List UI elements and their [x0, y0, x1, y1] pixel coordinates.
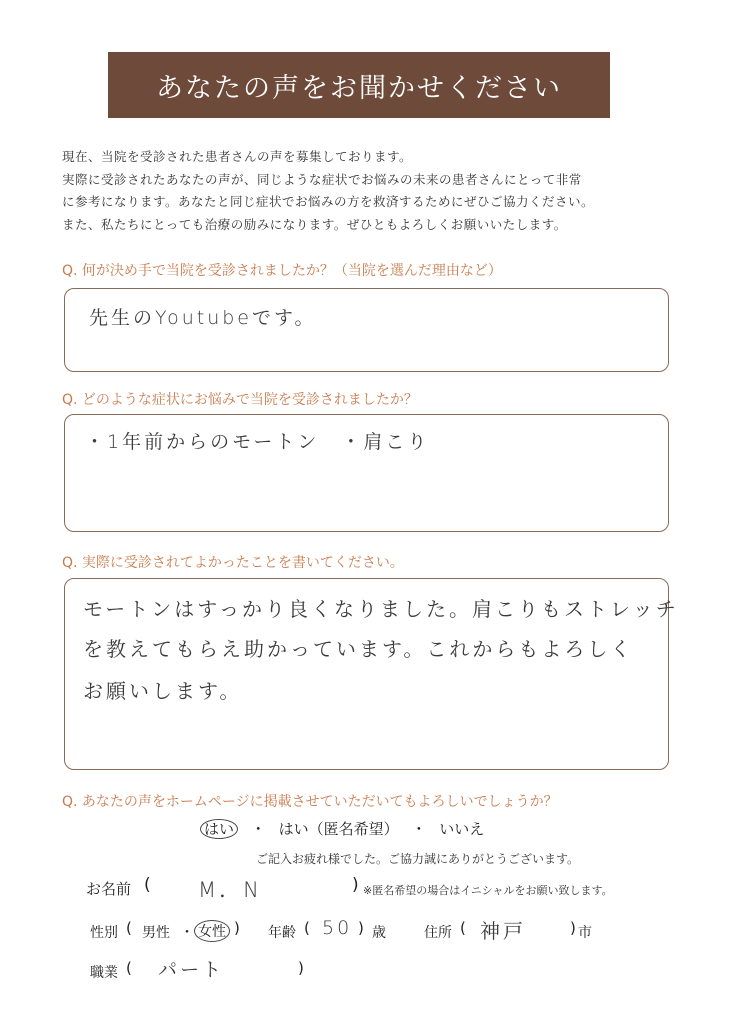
gender-male[interactable]: 男性	[142, 925, 170, 941]
gender-separator: ・	[180, 925, 194, 941]
name-label: お名前	[86, 880, 132, 898]
consent-option-anonymous[interactable]: はい（匿名希望）	[278, 820, 399, 838]
age-paren-close: )	[358, 919, 364, 937]
address-label: 住所	[424, 925, 452, 941]
occupation-paren-close: )	[298, 959, 304, 977]
title-banner	[108, 52, 610, 118]
answer-2-box[interactable]	[64, 414, 669, 532]
question-1-label: Q. 何が決め手で当院を受診されましたか？（当院を選んだ理由など）	[62, 263, 502, 279]
name-paren-open: (	[144, 875, 151, 895]
answer-3-box[interactable]	[64, 578, 679, 770]
occupation-paren-open: (	[126, 959, 132, 977]
consent-separator: ・	[411, 820, 427, 838]
answer-1-box[interactable]	[64, 288, 669, 372]
intro-line: 実際に受診されたあなたの声が、同じような症状でお悩みの未来の患者さんにとって非常	[62, 171, 582, 187]
intro-line: に参考になります。あなたと同じ症状でお悩みの方を救済するためにぜひご協力ください。	[62, 194, 595, 209]
age-unit: 歳	[372, 925, 386, 941]
address-paren-close: )	[570, 919, 576, 937]
age-label: 年齢	[268, 925, 296, 941]
address-unit: 市	[578, 925, 592, 941]
answer-3-line-3: お願いします。	[83, 679, 243, 703]
occupation-value[interactable]: パート	[158, 959, 225, 981]
gender-paren-open: (	[126, 919, 132, 937]
question-2-label: Q. どのような症状にお悩みで当院を受診されましたか？	[62, 392, 418, 408]
answer-3-line-2: を教えてもらえ助かっています。これからもよろしく	[83, 637, 634, 661]
consent-option-yes[interactable]: はい	[200, 819, 238, 839]
consent-separator: ・	[250, 820, 266, 838]
consent-question: Q. あなたの声をホームページに掲載させていただいてもよろしいでしょうか？	[62, 794, 558, 810]
consent-options	[200, 818, 484, 839]
intro-line: 現在、当院を受診された患者さんの声を募集しております。	[62, 149, 413, 164]
name-paren-close: )	[352, 875, 359, 895]
page-title: あなたの声をお聞かせください	[156, 72, 562, 104]
name-note: ※匿名希望の場合はイニシャルをお願い致します。	[363, 884, 613, 897]
answer-1-text: 先生のYoutubeです。	[89, 307, 317, 329]
answer-3-line-1: モートンはすっかり良くなりました。肩こりもストレッチ	[83, 597, 679, 621]
intro-line: また、私たちにとっても治療の励みになります。ぜひともよろしくお願いいたします。	[62, 216, 567, 232]
thanks-text: ご記入お疲れ様でした。ご協力誠にありがとうございます。	[256, 852, 580, 866]
question-3-label: Q. 実際に受診されてよかったことを書いてください。	[62, 555, 404, 571]
intro-text	[62, 146, 682, 236]
consent-option-no[interactable]: いいえ	[439, 820, 485, 838]
occupation-label: 職業	[90, 965, 118, 981]
gender-female[interactable]: 女性	[194, 920, 230, 942]
gender-label: 性別	[90, 925, 118, 941]
name-value[interactable]: M．N	[198, 878, 262, 902]
answer-2-text: ・1年前からのモートン ・肩こり	[85, 431, 430, 453]
address-value[interactable]: 神戸	[480, 919, 526, 943]
address-paren-open: (	[460, 919, 466, 937]
age-paren-open: (	[304, 919, 310, 937]
age-value[interactable]: 50	[322, 917, 353, 939]
gender-paren-close: )	[234, 919, 240, 937]
